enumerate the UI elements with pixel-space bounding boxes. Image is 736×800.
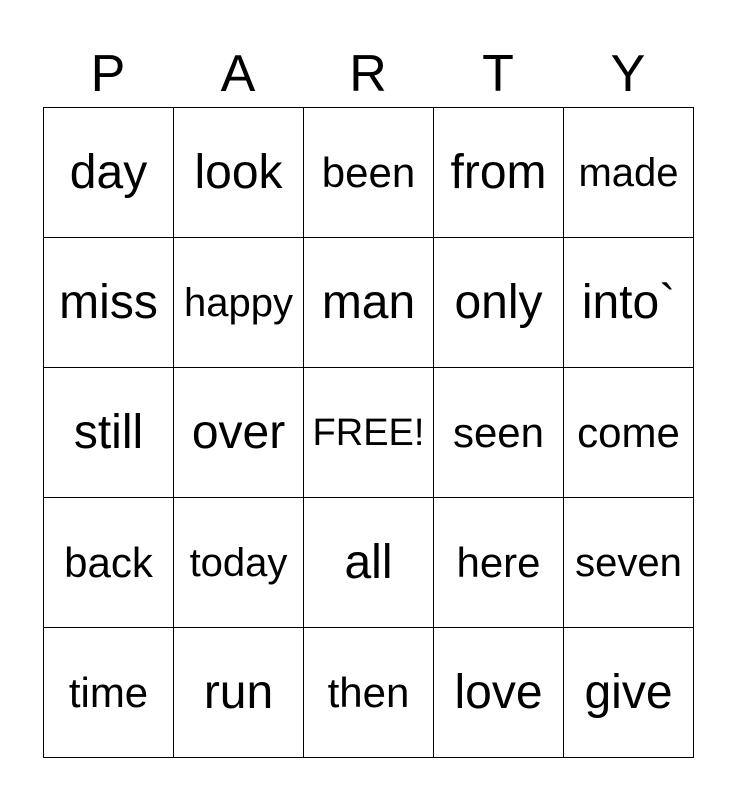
bingo-cell: from <box>434 108 564 238</box>
bingo-cell: then <box>304 628 434 758</box>
bingo-grid <box>43 107 694 758</box>
bingo-cell: day <box>44 108 174 238</box>
header-letter-r: R <box>349 45 387 103</box>
bingo-cell: man <box>304 238 434 368</box>
header-letter-p: P <box>90 45 126 103</box>
bingo-cell: made <box>564 108 694 238</box>
header-letter-t: T <box>482 45 514 103</box>
free-space-cell: FREE! <box>304 368 434 498</box>
bingo-cell: been <box>304 108 434 238</box>
header-letter-a: A <box>220 45 256 103</box>
bingo-cell: into` <box>564 238 694 368</box>
bingo-cell: all <box>304 498 434 628</box>
bingo-cell: here <box>434 498 564 628</box>
bingo-cell: happy <box>174 238 304 368</box>
bingo-cell: come <box>564 368 694 498</box>
bingo-cell: time <box>44 628 174 758</box>
bingo-cell: over <box>174 368 304 498</box>
bingo-cell: today <box>174 498 304 628</box>
bingo-cell: love <box>434 628 564 758</box>
bingo-cell: seen <box>434 368 564 498</box>
header-letter-y: Y <box>610 45 646 103</box>
bingo-cell: still <box>44 368 174 498</box>
bingo-cell: give <box>564 628 694 758</box>
bingo-cell: only <box>434 238 564 368</box>
bingo-cell: back <box>44 498 174 628</box>
bingo-header <box>43 40 693 108</box>
bingo-cell: miss <box>44 238 174 368</box>
bingo-cell: look <box>174 108 304 238</box>
bingo-cell: run <box>174 628 304 758</box>
bingo-cell: seven <box>564 498 694 628</box>
